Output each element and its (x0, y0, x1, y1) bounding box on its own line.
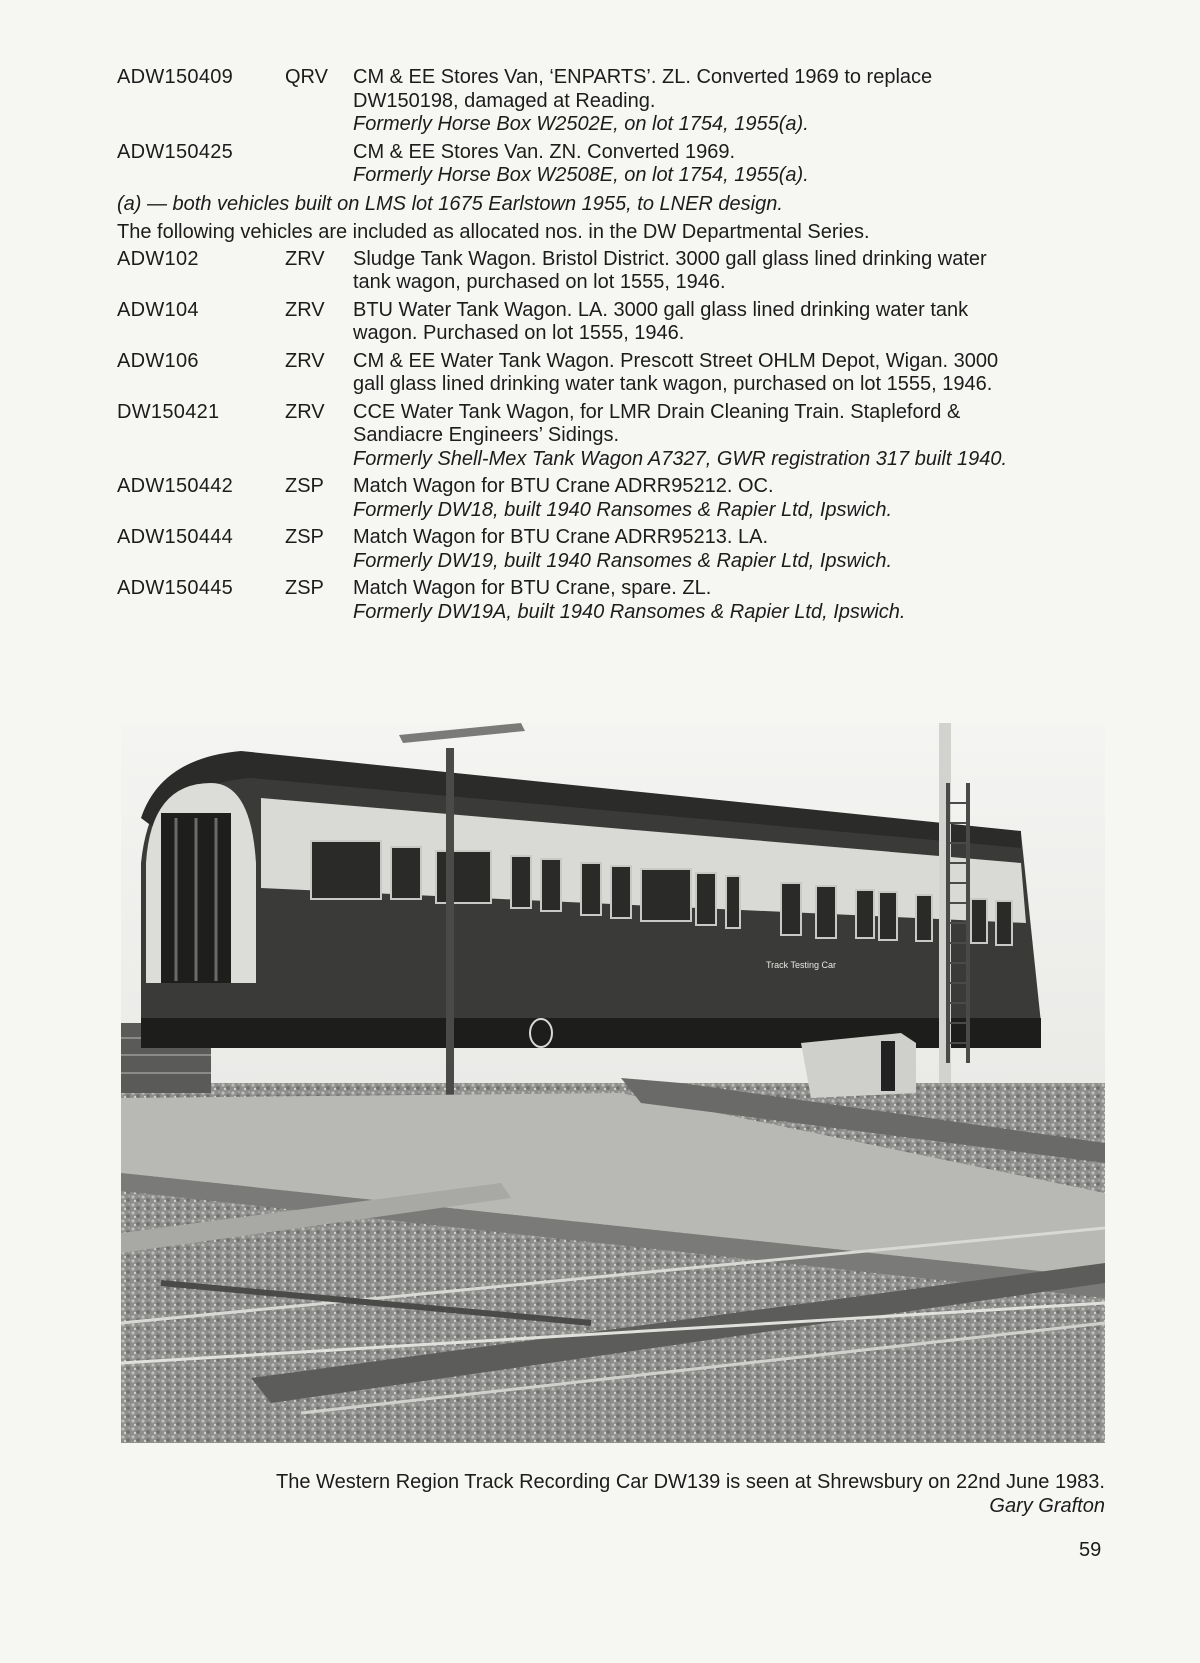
carriage-lettering: Track Testing Car (766, 960, 837, 970)
description-line: CM & EE Stores Van, ‘ENPARTS’. ZL. Converted 1969 to replace (353, 66, 933, 88)
vehicle-description (353, 248, 1102, 295)
vehicle-code: ZRV (285, 349, 325, 372)
vehicle-description (353, 141, 1102, 188)
vehicle-number: ADW150409 (117, 66, 234, 88)
vehicle-entry (117, 577, 1102, 624)
vehicle-description (353, 66, 1102, 137)
vehicle-entry (117, 475, 1102, 522)
vehicle-description (353, 299, 1102, 346)
former-identity: Formerly Horse Box W2508E, on lot 1754, 1955(a). (353, 164, 809, 186)
vehicle-entry (117, 299, 1102, 346)
description-line: Sludge Tank Wagon. Bristol District. 3000 gall glass lined drinking water (353, 247, 987, 270)
vehicle-code: ZRV (285, 400, 325, 423)
vehicle-number: ADW106 (117, 349, 199, 372)
description-line: tank wagon, purchased on lot 1555, 1946. (353, 271, 726, 293)
vehicle-list-b (117, 248, 1102, 625)
footnote: (a) — both vehicles built on LMS lot 1675 Earlstown 1955, to LNER design. (117, 192, 783, 215)
vehicle-description (353, 526, 1102, 573)
description-line: BTU Water Tank Wagon. LA. 3000 gall glass lined drinking water tank (353, 298, 969, 321)
former-identity: Formerly DW19, built 1940 Ransomes & Rapier Ltd, Ipswich. (353, 549, 893, 572)
vehicle-number: ADW150442 (117, 475, 234, 497)
vehicle-code: QRV (285, 66, 328, 88)
vehicle-entry (117, 401, 1102, 472)
former-identity: Formerly Horse Box W2502E, on lot 1754, 1955(a). (353, 113, 809, 135)
vehicle-code: ZSP (285, 577, 324, 599)
vehicle-code (285, 141, 353, 188)
description-line: Match Wagon for BTU Crane ADRR95212. OC. (353, 475, 774, 497)
former-identity: Formerly DW18, built 1940 Ransomes & Rapier Ltd, Ipswich. (353, 498, 893, 521)
description-line: gall glass lined drinking water tank wagon, purchased on lot 1555, 1946. (353, 373, 993, 395)
vehicle-description (353, 577, 1102, 624)
description-line: CCE Water Tank Wagon, for LMR Drain Cleaning Train. Stapleford & (353, 400, 961, 423)
vehicle-code: ZRV (285, 247, 325, 270)
description-line: Match Wagon for BTU Crane ADRR95213. LA. (353, 526, 768, 548)
vehicle-description (353, 475, 1102, 522)
caption-text: The Western Region Track Recording Car DW139 is seen at Shrewsbury on 22nd June 1983. (276, 1471, 1105, 1493)
vehicle-code: ZSP (285, 475, 324, 497)
vehicle-code: ZSP (285, 526, 324, 548)
vehicle-entry (117, 141, 1102, 188)
vehicle-entry (117, 526, 1102, 573)
vehicle-list-a (117, 66, 1102, 188)
vehicle-description (353, 401, 1102, 472)
former-identity: Formerly DW19A, built 1940 Ransomes & Rapier Ltd, Ipswich. (353, 600, 906, 623)
section-intro: The following vehicles are included as allocated nos. in the DW Departmental Series. (117, 220, 870, 243)
vehicle-number: ADW150425 (117, 140, 234, 163)
description-line: Match Wagon for BTU Crane, spare. ZL. (353, 577, 712, 599)
vehicle-code: ZRV (285, 298, 325, 321)
description-line: DW150198, damaged at Reading. (353, 89, 656, 112)
former-identity: Formerly Shell-Mex Tank Wagon A7327, GWR registration 317 built 1940. (353, 447, 1008, 470)
track-recording-car-photo (121, 723, 1105, 1443)
description-line: wagon. Purchased on lot 1555, 1946. (353, 322, 685, 344)
description-line: CM & EE Stores Van. ZN. Converted 1969. (353, 140, 736, 163)
vehicle-number: ADW150445 (117, 577, 234, 599)
description-line: CM & EE Water Tank Wagon. Prescott Street OHLM Depot, Wigan. 3000 (353, 349, 999, 372)
vehicle-description (353, 350, 1102, 397)
page-content (117, 66, 1102, 628)
vehicle-number: ADW102 (117, 247, 199, 270)
vehicle-number: DW150421 (117, 400, 220, 423)
vehicle-number: ADW150444 (117, 526, 234, 548)
page-number: 59 (1079, 1539, 1102, 1561)
photo-credit: Gary Grafton (989, 1495, 1105, 1517)
vehicle-number: ADW104 (117, 298, 199, 321)
vehicle-entry (117, 248, 1102, 295)
vehicle-entry (117, 350, 1102, 397)
photo-caption (121, 1470, 1105, 1518)
photograph (121, 723, 1105, 1443)
description-line: Sandiacre Engineers’ Sidings. (353, 424, 620, 446)
vehicle-entry (117, 66, 1102, 137)
